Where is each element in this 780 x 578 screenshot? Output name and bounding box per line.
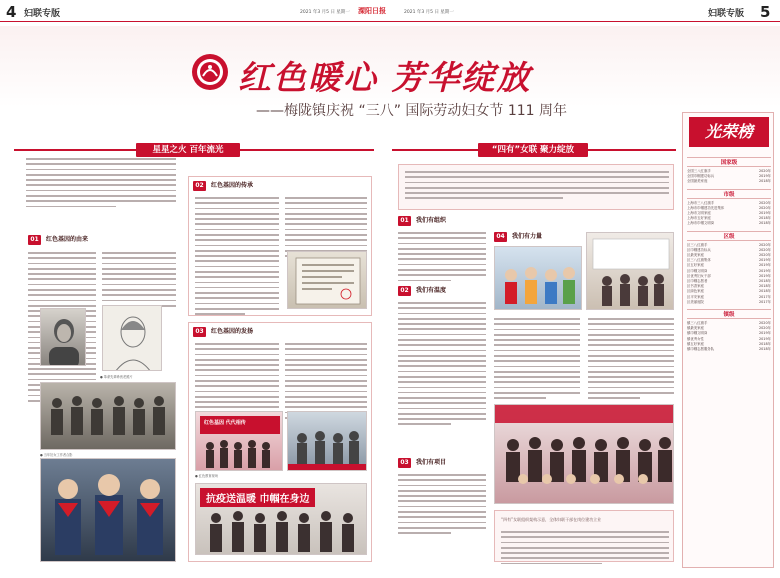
honor-list-item [687,300,771,305]
honor-item-year: 2020年 [758,326,771,331]
honor-item-year: 2018年 [758,221,771,226]
honor-sidebar-title: 光荣榜 [689,117,769,147]
right-article-01-number: 01 [398,216,411,226]
certificate-photo [287,251,367,309]
honor-sidebar [682,112,774,568]
honor-item-title: 区美丽庭院 [687,299,704,304]
honor-item-title: 区五好家庭 [687,263,704,268]
event-banner-text-1: 红色基因 代代相传 [204,420,246,426]
honor-item-year: 2019年 [758,268,771,273]
right-note-lines [501,531,669,564]
honor-item-title: 上海市五好家庭 [687,216,711,221]
left-section-banner: 星星之火 百年流光 [136,143,240,157]
honor-item-year: 2020年 [758,321,771,326]
honor-item-title: 镇巾帼志愿服务队 [687,347,715,352]
honor-item-title: 镇巾帼文明岗 [687,331,708,336]
honor-group-heading: 市级 [687,189,771,199]
left-article-02-number: 02 [193,181,206,191]
honor-item-year: 2018年 [758,347,771,352]
right-article-02-title: 我们有温度 [416,287,447,294]
honor-item-title: 镇五好家庭 [687,341,704,346]
left-section-label: 妇联专版 [24,9,61,19]
left-article-01-number: 01 [28,235,41,245]
honor-item-title: 镇优秀女性 [687,336,704,341]
honor-item-year: 2019年 [758,336,771,341]
left-article-02-text-b [285,197,367,257]
honor-item-year: 2017年 [758,299,771,304]
honor-groups [687,153,771,352]
portrait-caption: ● 革命先辈珍贵老照片 [100,375,133,379]
honor-item-year: 2020年 [758,205,771,210]
left-article-01-text-b [102,252,176,312]
honor-item-title: 区绿色家庭 [687,289,704,294]
headline-main: 红色暖心 芳华绽放 [238,58,532,97]
left-article-03-title: 红色基因的发扬 [211,328,254,335]
left-page-number: 4 [6,3,17,21]
paper-logo: 溧阳日报 [358,7,386,15]
right-article-04-text-b [588,318,674,399]
honor-item-title: 全国三八红旗手 [687,169,711,173]
honor-group-heading: 镇级 [687,309,771,319]
historic-group-photo [40,382,176,450]
lecture-photo [586,232,674,310]
honor-item-year: 2018年 [758,279,771,284]
federation-group-photo [494,404,674,504]
right-article-03-text [398,474,486,534]
red-education-caption: ● 红色教育现场 [195,474,218,478]
right-page-number: 5 [760,3,771,21]
honor-item-title: 全国巾帼建功标兵 [687,174,715,179]
honor-item-year: 2020年 [758,253,771,258]
honor-item-title: 区三八红旗手 [687,242,708,247]
honor-item-year: 2018年 [758,179,771,184]
honor-item-year: 2020年 [758,169,771,173]
honor-item-title: 区三八红旗集体 [687,258,711,263]
right-article-01-title: 我们有组织 [416,217,447,224]
portrait-photo-sketch [102,305,162,371]
honor-item-title: 区优秀妇女干部 [687,273,711,278]
honor-list-item [687,179,771,184]
children-activity-photo [494,246,582,310]
honor-item-title: 上海市文明家庭 [687,211,711,216]
masthead [0,26,780,128]
right-article-03-title: 我们有项目 [416,459,447,466]
honor-item-title: 区平安家庭 [687,294,704,299]
honor-list-item [687,221,771,226]
right-article-04-title: 我们有力量 [512,233,543,240]
honor-item-year: 2018年 [758,341,771,346]
honor-item-year: 2017年 [758,294,771,299]
honor-item-title: 镇最美家庭 [687,326,704,331]
right-note-text: “四有”女联组织架构示意，全体妇联干部在岗位建功立业 [501,517,602,522]
left-date-line: 2021 年3 月5 日 星期一 [300,10,350,15]
headline-subtitle: ——梅陇镇庆祝 “三八” 国际劳动妇女节 111 周年 [256,103,568,119]
right-article-04-text-a [494,318,580,399]
honor-item-title: 全国最美家庭 [687,179,708,184]
honor-item-year: 2020年 [758,247,771,252]
anti-epidemic-photo [195,483,367,555]
red-education-photo [195,411,283,471]
right-intro-box [398,164,674,210]
young-pioneers-photo [40,458,176,562]
left-article-01-title: 红色基因的由来 [46,236,89,243]
right-article-01-text [398,232,486,281]
right-note-box [494,510,674,562]
right-article-04-number: 04 [494,232,507,242]
left-article-02-title: 红色基因的传承 [211,182,254,189]
left-article-03-text-a [195,343,279,419]
honor-item-title: 镇三八红旗手 [687,321,708,326]
honor-item-title: 上海市巾帼文明岗 [687,221,715,226]
honor-item-year: 2019年 [758,331,771,336]
ceremony-photo [287,411,367,471]
left-article-03-card [188,322,372,562]
honor-item-year: 2019年 [758,273,771,278]
honor-item-title: 上海市巾帼建功先进集体 [687,205,725,210]
honor-item-title: 区巾帼建功标兵 [687,247,711,252]
right-section-label: 妇联专版 [708,9,745,19]
honor-item-title: 区巾帼文明岗 [687,268,708,273]
anti-epidemic-banner: 抗疫送温暖 巾帼在身边 [200,488,315,507]
left-article-03-number: 03 [193,327,206,337]
honor-item-title: 上海市三八红旗手 [687,200,715,205]
honor-item-year: 2019年 [758,174,771,179]
right-date-line: 2021 年3 月5 日 星期一 [404,10,454,15]
right-article-02-number: 02 [398,286,411,296]
honor-group-heading: 国家级 [687,157,771,167]
honor-item-title: 区书香家庭 [687,284,704,289]
right-article-03-number: 03 [398,458,411,468]
honor-item-year: 2020年 [758,200,771,205]
honor-item-year: 2018年 [758,216,771,221]
honor-item-year: 2019年 [758,263,771,268]
left-article-03-text-b [285,343,367,419]
honor-item-year: 2020年 [758,242,771,247]
left-article-02-text-a [195,197,279,315]
left-article-02-card [188,176,372,316]
honor-item-year: 2019年 [758,258,771,263]
page-header [0,0,780,22]
honor-group-heading: 区级 [687,231,771,241]
right-intro-text [405,171,669,199]
honor-item-title: 区巾帼志愿者 [687,279,708,284]
left-intro-text [26,158,176,207]
women-federation-emblem-icon [190,52,230,92]
honor-item-year: 2018年 [758,284,771,289]
right-section-banner: “四有”女联 聚力绽放 [478,143,588,157]
honor-list-item [687,347,771,352]
honor-item-year: 2019年 [758,211,771,216]
honor-item-year: 2018年 [758,289,771,294]
right-article-02-text [398,302,486,425]
group-photo-caption: ● 当年妇女工作者合影 [40,453,73,457]
portrait-photo-woman [40,308,86,366]
honor-item-title: 区最美家庭 [687,253,704,258]
